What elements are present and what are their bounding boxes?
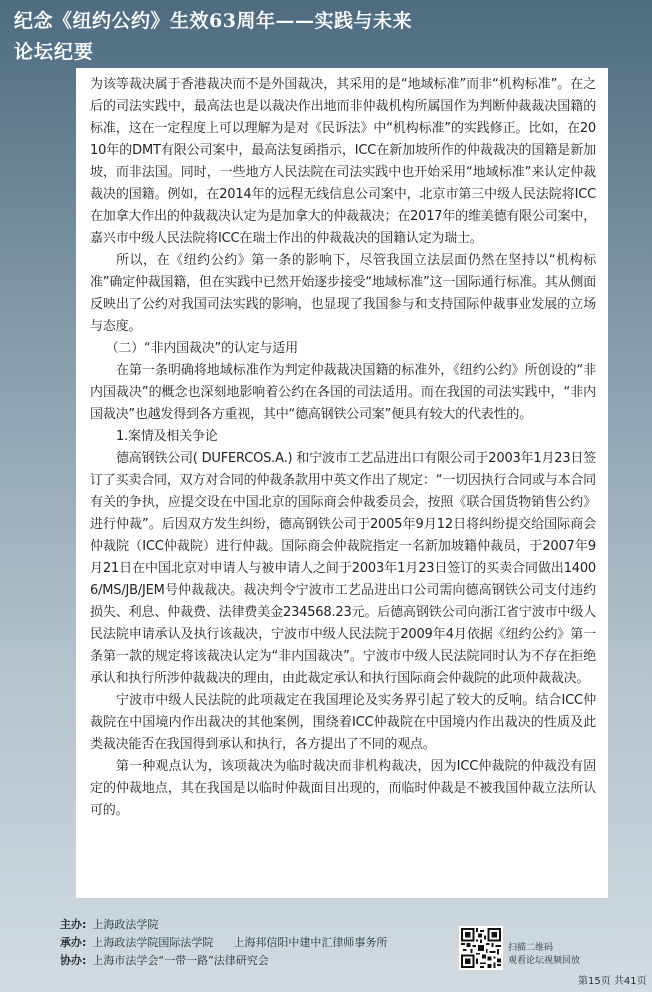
paragraph-6: 第一种观点认为，该项裁决为临时裁决而非机构裁决，因为ICC仲裁院的仲裁没有固定的仲裁地点，其在我国是以临时仲裁面目出现的，而临时仲裁是不被我国仲裁立法所认可的。 (90, 759, 596, 818)
host-row (60, 916, 387, 934)
paragraph-4: 德高钢铁公司( DUFERCOS.A.) 和宁波市工艺品进出口有限公司于2003年1月23日签订了买卖合同，双方对合同的仲裁条款用中英文作出了规定：“一切因执行合同或与本合同有关的争执，应提交设在中国北京的国际商会仲裁委员会，按照《联合国货物销售公约》进行仲裁”。后因双方发生纠纷，德高钢铁公司于2005年9月12日将纠纷提交给国际商会仲裁院（ICC仲裁院）进行仲裁。国际商会仲裁院指定一名新加坡籍仲裁员，于2007年9月21日在中国北京对申请人与被申请人之间于2003年1月23日签订的买卖合同做出14006/MS/JB/JEM号仲裁裁决。裁决判令宁波市工艺品进出口公司需向德高钢铁公司支付违约损失、利息、仲裁费、法律费美金234568.23元。后德高钢铁公司向浙江省宁波市中级人民法院申请承认及执行该裁决，宁波市中级人民法院于2009年4月依据《纽约公约》第一条第一款的规定将该裁决认定为“非内国裁决”。宁波市中级人民法院同时认为不存在拒绝承认和执行所涉仲裁裁决的理由，由此裁定承认和执行国际商会仲裁院的此项仲裁裁决。 (90, 451, 596, 686)
page-subtitle: 论坛纪要 (14, 41, 95, 63)
qr-code-icon[interactable] (459, 926, 503, 970)
page-number: 第15页 共41页 (578, 976, 647, 987)
section-heading-non-domestic-award: （二）“非内国裁决”的认定与适用 (105, 341, 298, 356)
qr-note-line-1: 扫描二维码 (508, 943, 554, 953)
host-value: 上海政法学院 (92, 918, 159, 931)
co-organizer-value: 上海市法学会“一带一路”法律研究会 (92, 954, 269, 967)
organizer-value-2: 上海邦信阳中建中汇律师事务所 (233, 936, 388, 949)
organizer-label: 承办: (60, 936, 87, 949)
page-title: 纪念《纽约公约》生效63周年——实践与未来 (14, 10, 412, 32)
paragraph-2: 所以，在《纽约公约》第一条的影响下，尽管我国立法层面仍然在坚持以“机构标准”确定仲裁国籍，但在实践中已然开始逐步接受“地域标准”这一国际通行标准。其从侧面反映出了公约对我国司法实践的影响，也显现了我国参与和支持国际仲裁事业发展的立场与态度。 (90, 253, 597, 334)
document-body (76, 68, 608, 898)
organizer-value-1: 上海政法学院国际法学院 (92, 936, 214, 949)
qr-note-line-2: 观看论坛视频回放 (508, 956, 581, 966)
paragraph-3: 在第一条明确将地域标准作为判定仲裁裁决国籍的标准外，《纽约公约》所创设的“非内国裁决”的概念也深刻地影响着公约在各国的司法适用。而在我国的司法实践中，“非内国裁决”也越发得到各方重视，其中“德高钢铁公司案”便具有较大的代表性的。 (90, 363, 596, 422)
paragraph-1: 为该等裁决属于香港裁决而不是外国裁决，其采用的是“地域标准”而非“机构标准”。在之后的司法实践中，最高法也是以裁决作出地而非仲裁机构所属国作为判断仲裁裁决国籍的标准，这在一定程度上可以理解为是对《民诉法》中“机构标准”的实践修正。比如，在2010年的DMT有限公司案中，最高法复函指示，ICC在新加坡所作的仲裁裁决的国籍是新加坡，而非法国。同时，一些地方人民法院在司法实践中也开始采用“地域标准”来认定仲裁裁决的国籍。例如，在2014年的远程无线信息公司案中，北京市第三中级人民法院将ICC在加拿大作出的仲裁裁决认定为是加拿大的仲裁裁决；在2017年的维美德有限公司案中，嘉兴市中级人民法院将ICC在瑞士作出的仲裁裁决的国籍认定为瑞士。 (90, 77, 596, 246)
paragraph-5: 宁波市中级人民法院的此项裁定在我国理论及实务界引起了较大的反响。结合ICC仲裁院在中国境内作出裁决的其他案例，围绕着ICC仲裁院在中国境内作出裁决的性质及此类裁决能否在我国得到承认和执行，各方提出了不同的观点。 (90, 693, 596, 752)
page-header (14, 8, 412, 66)
subsection-heading-case-facts: 1.案情及相关争论 (116, 429, 218, 444)
footer-credits (60, 916, 387, 970)
co-organizer-row (60, 952, 387, 970)
host-label: 主办: (60, 918, 87, 931)
qr-note (508, 942, 580, 968)
co-organizer-label: 协办: (60, 954, 87, 967)
organizer-row (60, 934, 387, 952)
